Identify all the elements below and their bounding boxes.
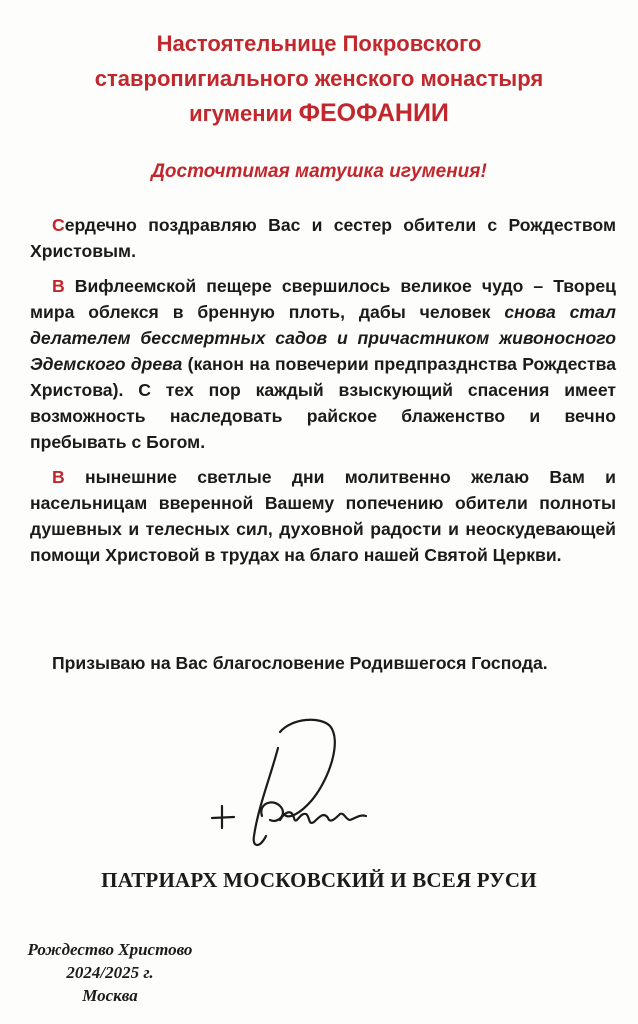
paragraph-1: [30, 212, 616, 264]
addressee-block: [40, 26, 598, 131]
city: Москва: [82, 986, 138, 1005]
paragraph-2-text-b: (канон на повечерии предпразднства Рождества Христова). С тех пор каждый взыскующий спасения имеет возможность наследовать райское блаженство и вечно пребывать с Богом.: [30, 354, 616, 452]
paragraph-1-initial: С: [52, 215, 65, 235]
years: 2024/2025 г.: [66, 963, 154, 982]
signature-tail: [280, 812, 366, 823]
blessing: Призываю на Вас благословение Родившегося Господа.: [52, 653, 548, 673]
addressee-line-3: [40, 96, 598, 131]
paragraph-3: [30, 464, 616, 568]
paragraph-1-text: ердечно поздравляю Вас и сестер обители с Рождеством Христовым.: [30, 215, 616, 261]
signature-stem: [254, 748, 278, 845]
place-date-block: [10, 938, 210, 1007]
paragraph-2-text-a: Вифлеемской пещере свершилось великое чудо – Творец мира облекся в бренную плоть, дабы человек: [30, 276, 616, 322]
letter-body: [30, 212, 616, 577]
salutation: Досточтимая матушка игумения!: [151, 161, 487, 182]
signature-cross-horizontal: [212, 817, 234, 818]
signature-loop: [261, 802, 283, 821]
addressee-line-1: Настоятельнице Покровского: [156, 31, 482, 56]
paragraph-2-quote: снова стал делателем бессмертных садов и причастником живоносного Эдемского древа: [30, 302, 617, 374]
paragraph-3-initial: В: [52, 467, 65, 487]
signature-flourish: [280, 720, 335, 817]
addressee-line-2: ставропигиального женского монастыря: [94, 66, 544, 91]
addressee-rank: игумении: [189, 101, 299, 126]
addressee-name: ФЕОФАНИИ: [298, 99, 449, 127]
patriarch-signature: [200, 708, 380, 858]
patriarch-title: ПАТРИАРХ МОСКОВСКИЙ И ВСЕЯ РУСИ: [101, 868, 537, 892]
paragraph-3-text: нынешние светлые дни молитвенно желаю Вам и насельницам вверенной Вашему попечению обители полноты душевных и телесных сил, духовной радости и неоскудевающей помощи Христовой в трудах на благо нашей Святой Церкви.: [30, 467, 616, 565]
occasion: Рождество Христово: [27, 940, 193, 959]
paragraph-2-initial: В: [52, 276, 65, 296]
paragraph-2: [30, 273, 616, 455]
